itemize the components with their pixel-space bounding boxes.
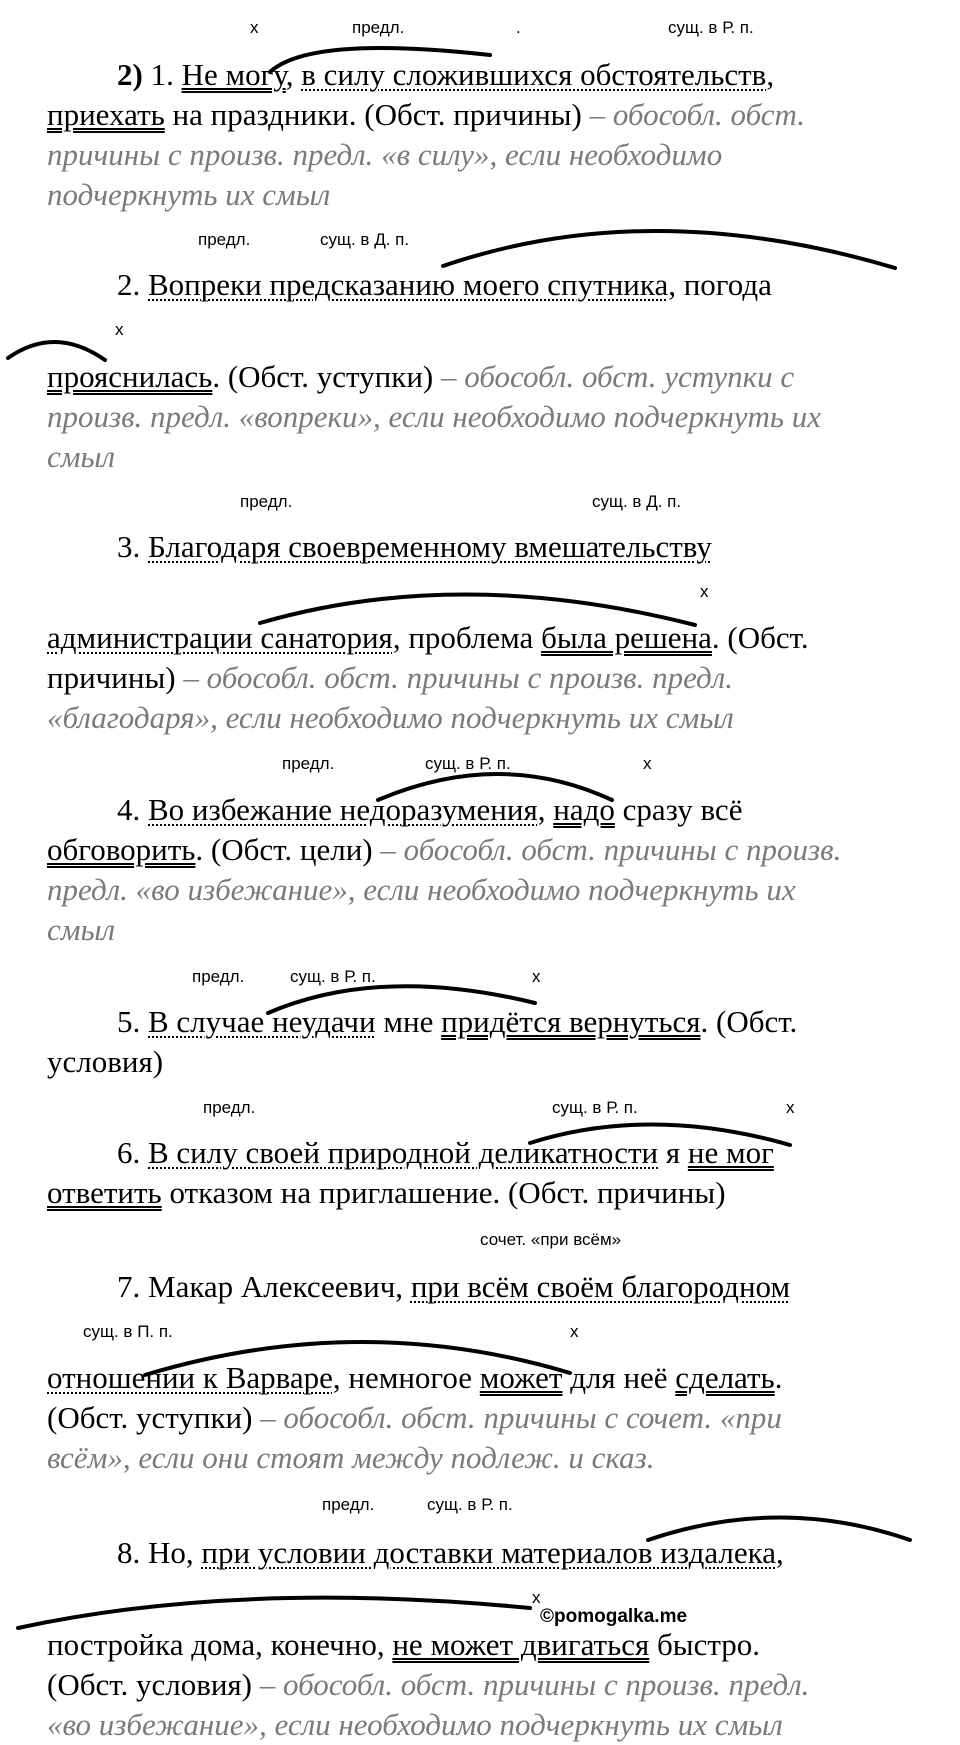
predicate: не может двигаться xyxy=(392,1627,650,1662)
label-predlog: предл. xyxy=(192,967,245,986)
adverbial-phrase: Благодаря своевременному вмешательству xyxy=(148,529,712,564)
label-x: х xyxy=(570,1322,579,1341)
predicate: сделать xyxy=(675,1360,775,1395)
predicate: Не могу xyxy=(181,57,286,92)
sentence-7-line-2: отношении к Варваре, немногое может для неё сделать. xyxy=(47,1360,783,1395)
label-x: х xyxy=(643,754,652,773)
predicate: была решена xyxy=(541,620,712,655)
sentence-8-line-3: (Обст. условия) – обособл. обст. причины с произв. предл. xyxy=(47,1667,810,1702)
label-x: х xyxy=(700,582,709,601)
explanation-line: «благодаря», если необходимо подчеркнуть их смыл xyxy=(47,700,734,735)
predicate: ответить xyxy=(47,1175,162,1210)
predicate: обговорить xyxy=(47,832,196,867)
sentence-3-line-1: 3. Благодаря своевременному вмешательству xyxy=(117,529,712,564)
adverbial-phrase: В случае неудачи xyxy=(148,1004,376,1039)
explanation-line: подчеркнуть их смыл xyxy=(47,177,331,212)
explanation: – обособл. обст. причины с произв. предл. xyxy=(252,1667,810,1702)
adverbial-phrase: Вопреки предсказанию моего спутника xyxy=(148,267,669,302)
label-combination: сочет. «при всём» xyxy=(480,1230,622,1249)
sentence-1-line-2: приехать на праздники. (Обст. причины) – обособл. обст. xyxy=(47,97,806,132)
watermark: ©pomogalka.me xyxy=(540,1606,688,1627)
explanation: – обособл. обст. xyxy=(581,97,806,132)
label-noun-case: сущ. в Р. п. xyxy=(427,1495,513,1514)
sentence-3-line-2: администрации санатория, проблема была решена. (Обст. xyxy=(47,620,809,655)
label-predlog: предл. xyxy=(203,1098,256,1117)
adverbial-phrase: в силу сложившихся обстоятельств xyxy=(301,57,767,92)
sentence-8-line-1: 8. Но, при условии доставки материалов издалека, xyxy=(117,1535,784,1570)
label-x: х xyxy=(786,1098,795,1117)
explanation-line: произв. предл. «вопреки», если необходимо подчеркнуть их xyxy=(47,399,821,434)
label-noun-case: сущ. в П. п. xyxy=(83,1322,173,1341)
explanation-line: всём», если они стоят между подлеж. и сказ. xyxy=(47,1440,655,1475)
predicate: надо xyxy=(553,792,615,827)
sentence-5-line-2: условия) xyxy=(47,1044,164,1079)
arc-2 xyxy=(443,231,895,268)
explanation: – обособл. обст. причины с произв. предл. xyxy=(175,660,734,695)
sentence-3-line-3: причины) – обособл. обст. причины с произв. предл. xyxy=(47,660,734,695)
adverbial-phrase: администрации санатория xyxy=(47,620,393,655)
sentence-6-line-1: 6. В силу своей природной деликатности я не мог xyxy=(117,1135,774,1170)
label-predlog: предл. xyxy=(240,492,293,511)
label-predlog: предл. xyxy=(352,18,405,37)
task-number: 2) xyxy=(117,57,143,92)
sentence-5-line-1: 5. В случае неудачи мне придётся вернуться. (Обст. xyxy=(117,1004,798,1039)
label-x: х xyxy=(250,18,259,37)
label-predlog: предл. xyxy=(198,230,251,249)
explanation: – обособл. обст. уступки с xyxy=(433,359,795,394)
adverbial-phrase: отношении к Варваре xyxy=(47,1360,333,1395)
adverbial-phrase: при условии доставки материалов издалека xyxy=(201,1535,776,1570)
predicate: придётся вернуться xyxy=(441,1004,701,1039)
adverbial-phrase: при всём своём благородном xyxy=(410,1269,791,1304)
adverbial-phrase: Во избежание недоразумения xyxy=(148,792,538,827)
explanation: – обособл. обст. причины с произв. xyxy=(372,832,842,867)
adverbial-phrase: В силу своей природной деликатности xyxy=(148,1135,659,1170)
arc-10 xyxy=(18,1598,530,1628)
sentence-7-line-3: (Обст. уступки) – обособл. обст. причины с сочет. «при xyxy=(47,1400,782,1435)
explanation-line: причины с произв. предл. «в силу», если необходимо xyxy=(47,137,723,172)
label-x: х xyxy=(532,1588,541,1607)
label-noun-case: сущ. в Р. п. xyxy=(668,18,754,37)
label-x: х xyxy=(115,320,124,339)
sentence-8-line-2: постройка дома, конечно, не может двигаться быстро. xyxy=(47,1627,761,1662)
predicate: может xyxy=(479,1360,563,1395)
explanation-line: смыл xyxy=(47,912,116,947)
predicate: приехать xyxy=(47,97,165,132)
label-predlog: предл. xyxy=(282,754,335,773)
label-dot: . xyxy=(516,18,521,37)
label-noun-case: сущ. в Р. п. xyxy=(425,754,511,773)
label-noun-case: сущ. в Р. п. xyxy=(290,967,376,986)
explanation-line: предл. «во избежание», если необходимо подчеркнуть их xyxy=(47,872,796,907)
sentence-4-line-2: обговорить. (Обст. цели) – обособл. обст. причины с произв. xyxy=(47,832,842,867)
label-noun-case: сущ. в Д. п. xyxy=(592,492,682,511)
sentence-2-line-1: 2. Вопреки предсказанию моего спутника, погода xyxy=(117,267,772,302)
sentence-4-line-1: 4. Во избежание недоразумения, надо сразу всё xyxy=(117,792,743,827)
predicate: прояснилась xyxy=(47,359,213,394)
label-predlog: предл. xyxy=(322,1495,375,1514)
explanation: – обособл. обст. причины с сочет. «при xyxy=(252,1400,782,1435)
sentence-7-line-1: 7. Макар Алексеевич, при всём своём благородном xyxy=(117,1269,791,1304)
sentence-1-line-1: 2) 1. Не могу, в силу сложившихся обстоятельств, xyxy=(117,57,775,92)
label-x: х xyxy=(532,967,541,986)
explanation-line: «во избежание», если необходимо подчеркнуть их смыл xyxy=(47,1707,783,1742)
predicate: не мог xyxy=(687,1135,774,1170)
label-noun-case: сущ. в Р. п. xyxy=(552,1098,638,1117)
sentence-2-line-2: прояснилась. (Обст. уступки) – обособл. обст. уступки с xyxy=(47,359,795,394)
label-noun-case: сущ. в Д. п. xyxy=(320,230,410,249)
explanation-line: смыл xyxy=(47,439,116,474)
sentence-6-line-2: ответить отказом на приглашение. (Обст. причины) xyxy=(47,1175,726,1210)
